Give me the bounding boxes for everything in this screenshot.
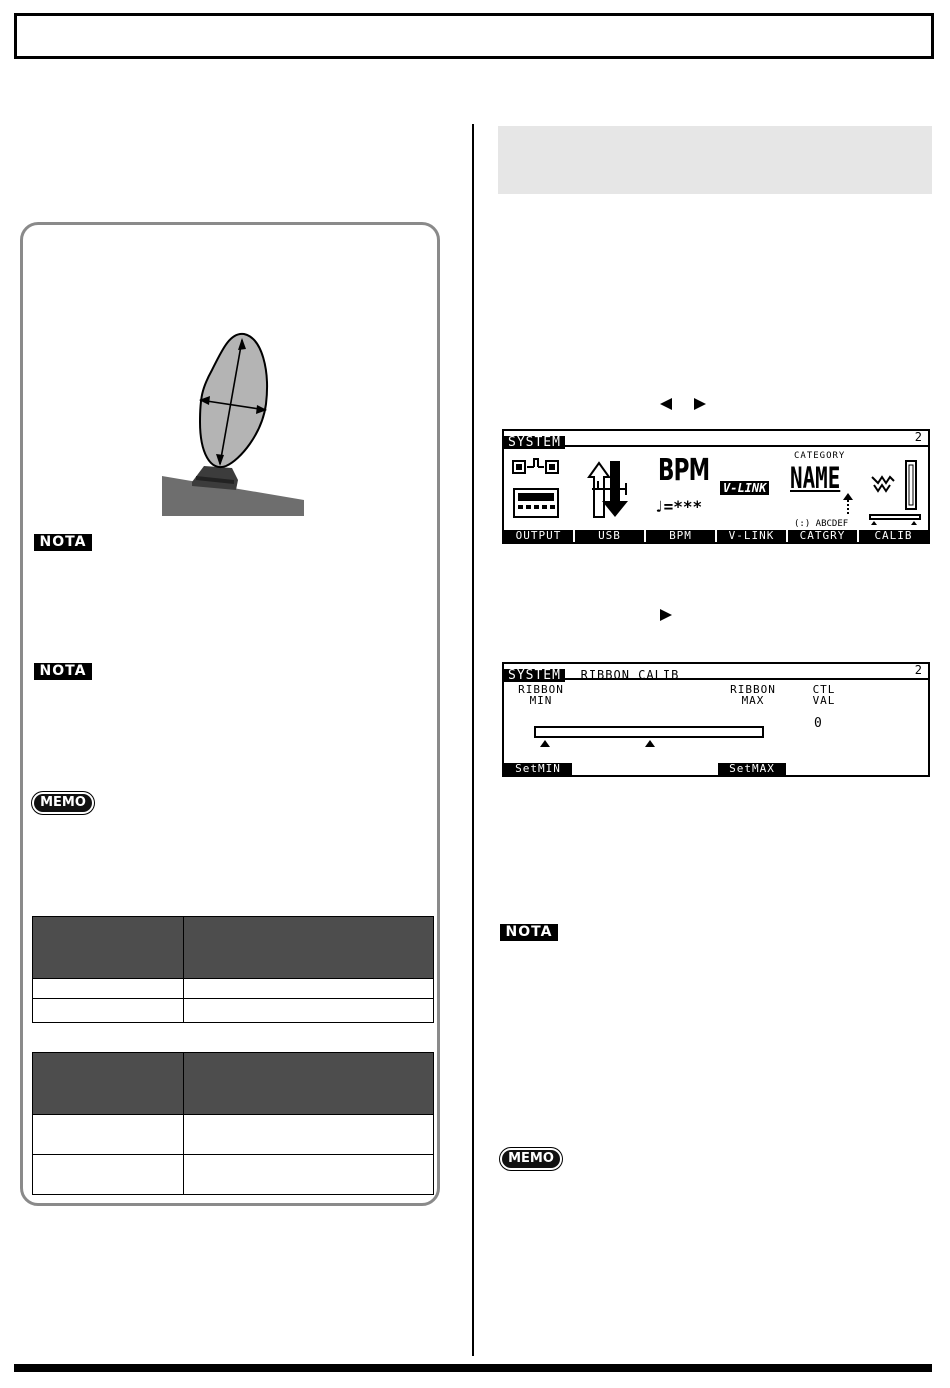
- tempo-value: ♩=***: [654, 497, 703, 516]
- table-cell: [184, 1155, 434, 1195]
- table-row: [33, 1155, 434, 1195]
- table-2: [32, 1052, 434, 1195]
- nota-badge-2: NOTA: [34, 660, 92, 680]
- lcd-title-bar: [504, 430, 928, 450]
- memo-badge-1: MEMO: [34, 791, 92, 812]
- lcd-function-tabs: [504, 530, 928, 542]
- ribbon-max-label: [718, 684, 788, 706]
- ribbon-max-line-1: RIBBON: [730, 683, 776, 696]
- category-label: CATEGORY: [794, 451, 846, 461]
- ribbon-min-line-1: RIBBON: [518, 683, 564, 696]
- finger-tip: [200, 334, 267, 467]
- table-cell: [33, 999, 184, 1023]
- setmax-button[interactable]: SetMAX: [718, 763, 786, 775]
- tab-bpm[interactable]: BPM: [646, 530, 715, 542]
- lcd-subtitle: RIBBON CALIB: [580, 668, 680, 682]
- ribbon-finger-illustration: [160, 330, 306, 518]
- table-cell: [184, 979, 434, 999]
- lcd-system-menu: [502, 429, 930, 544]
- column-divider: [472, 124, 474, 1356]
- ribbon-min-label: [506, 684, 576, 706]
- table-2-header-cell-1: [33, 1053, 184, 1115]
- lcd-ribbon-calib: [502, 662, 930, 777]
- section-heading-band: [498, 126, 932, 194]
- tab-usb[interactable]: USB: [575, 530, 644, 542]
- max-marker-icon: [645, 740, 655, 747]
- lcd-page-indicator-2: 2: [914, 663, 922, 677]
- nota-badge-3: NOTA: [500, 921, 558, 941]
- vlink-logo: V-LINK: [720, 481, 769, 495]
- memo-badge-2: MEMO: [502, 1147, 560, 1168]
- cursor-right-icon-2: [660, 609, 672, 621]
- table-1: [32, 916, 434, 1023]
- bpm-label: BPM: [658, 453, 710, 488]
- table-1-header-cell-2: [184, 917, 434, 979]
- cursor-left-icon: [660, 398, 672, 410]
- table-2-header-cell-2: [184, 1053, 434, 1115]
- cursor-right-icon: [694, 398, 706, 410]
- setmin-button[interactable]: SetMIN: [504, 763, 572, 775]
- ribbon-max-line-2: MAX: [741, 694, 765, 707]
- ctl-line-2: VAL: [812, 694, 836, 707]
- ctl-val-label: [802, 684, 846, 706]
- output-icon: [512, 457, 562, 521]
- tab-category[interactable]: CATGRY: [788, 530, 857, 542]
- ctl-value: 0: [814, 716, 822, 731]
- table-cell: [33, 979, 184, 999]
- lcd-page-indicator: 2: [914, 430, 922, 444]
- table-row: [33, 999, 434, 1023]
- table-cell: [184, 1115, 434, 1155]
- ctl-line-1: CTL: [812, 683, 836, 696]
- page-header-box: [14, 13, 934, 59]
- lcd-title-bar-2: [504, 663, 928, 683]
- name-label: NAME: [790, 461, 841, 495]
- table-row: [33, 1115, 434, 1155]
- min-marker-icon: [540, 740, 550, 747]
- table-cell: [33, 1115, 184, 1155]
- footer-rule: [14, 1364, 932, 1372]
- lcd-title-2: SYSTEM: [504, 669, 565, 682]
- table-2-header-row: [33, 1053, 434, 1115]
- tab-vlink[interactable]: V-LINK: [717, 530, 786, 542]
- cursor-up-arrow-icon: [843, 493, 853, 515]
- lcd-title: SYSTEM: [504, 436, 565, 449]
- table-cell: [33, 1155, 184, 1195]
- usb-icon: [586, 459, 636, 521]
- tab-calib[interactable]: CALIB: [859, 530, 928, 542]
- table-1-header-cell-1: [33, 917, 184, 979]
- tab-output[interactable]: OUTPUT: [504, 530, 573, 542]
- calib-icon: [868, 459, 926, 525]
- abc-label: (:) ABCDEF: [794, 519, 849, 529]
- ribbon-bar: [534, 726, 764, 738]
- table-cell: [184, 999, 434, 1023]
- table-row: [33, 979, 434, 999]
- nota-badge-1: NOTA: [34, 531, 92, 551]
- ribbon-min-line-2: MIN: [529, 694, 553, 707]
- table-1-header-row: [33, 917, 434, 979]
